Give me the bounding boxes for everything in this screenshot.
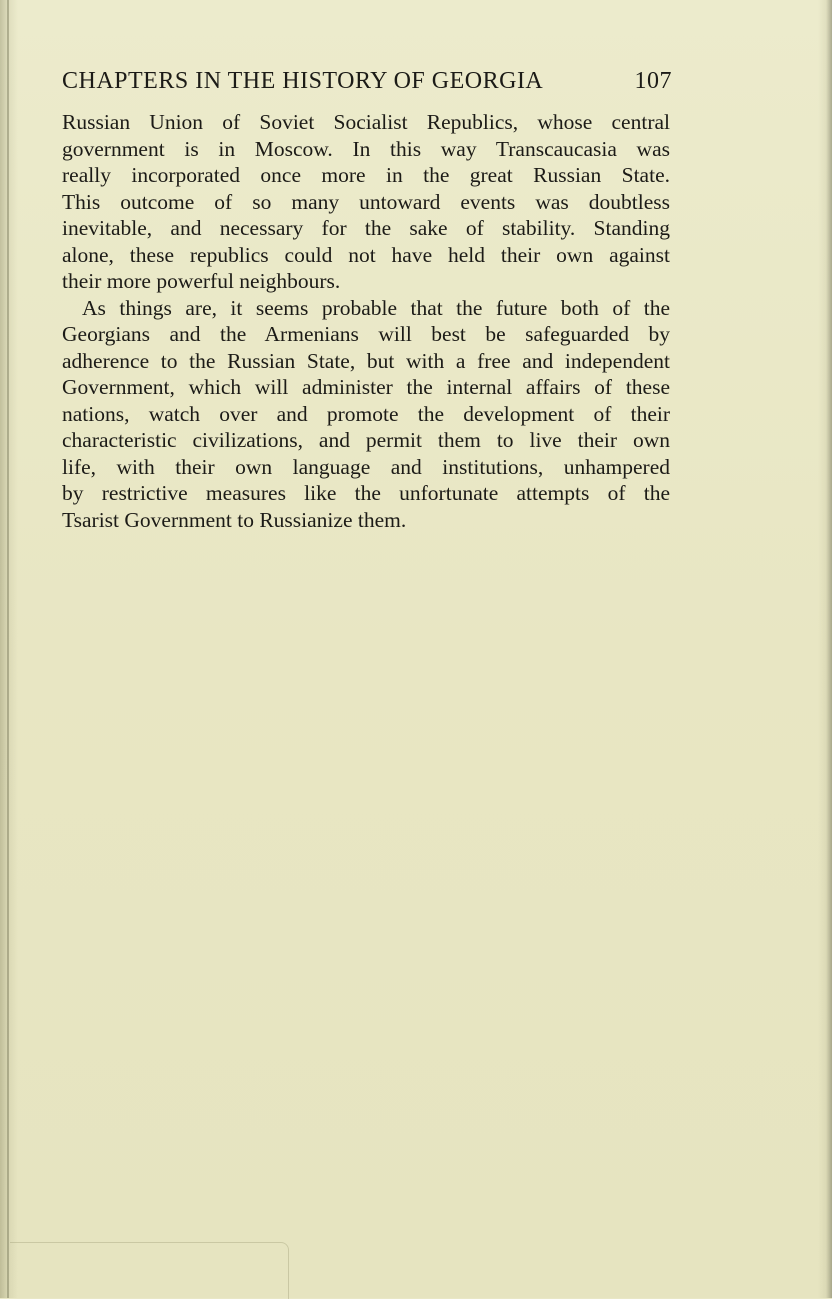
- binding-gutter: [7, 0, 9, 1298]
- body-text: [62, 109, 670, 533]
- page-corner-shadow: [10, 1242, 289, 1299]
- running-head: [62, 68, 672, 102]
- text-line: This outcome of so many untoward events was doubtless: [62, 189, 670, 214]
- text-line: characteristic civilizations, and permit them to live their own: [62, 428, 670, 452]
- text-line: inevitable, and necessary for the sake of stability. Standing: [62, 216, 670, 240]
- text-line: life, with their own language and institutions, unhampered: [62, 454, 670, 479]
- text-line: Tsarist Government to Russianize them.: [62, 507, 407, 532]
- text-line: Russian Union of Soviet Socialist Republics, whose central: [62, 110, 670, 134]
- text-line: adherence to the Russian State, but with a free and independent: [62, 348, 670, 373]
- text-line: As things are, it seems probable that the future both of the: [82, 295, 670, 320]
- text-line: by restrictive measures like the unfortunate attempts of the: [62, 481, 670, 505]
- text-line: alone, these republics could not have held their own against: [62, 242, 670, 267]
- paragraph: [62, 295, 670, 534]
- text-line: really incorporated once more in the great Russian State.: [62, 163, 670, 187]
- text-line: government is in Moscow. In this way Transcaucasia was: [62, 136, 670, 161]
- text-line: nations, watch over and promote the development of their: [62, 401, 670, 426]
- text-line: their more powerful neighbours.: [62, 269, 341, 293]
- paragraph: [62, 109, 670, 295]
- page-number: 107: [634, 68, 672, 94]
- running-title: CHAPTERS IN THE HISTORY OF GEORGIA: [62, 68, 544, 94]
- text-line: Government, which will administer the internal affairs of these: [62, 375, 670, 399]
- text-line: Georgians and the Armenians will best be safeguarded by: [62, 322, 670, 346]
